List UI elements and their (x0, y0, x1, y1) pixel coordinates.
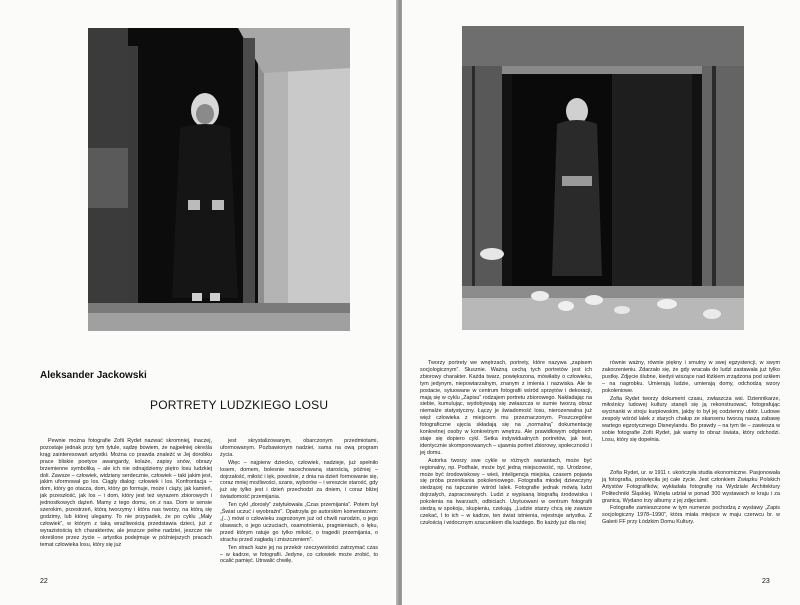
paragraph: jest skrystalizowanym, obarczonym przedmiotami, uformowanym. Pozbawionym nadziei, sama na ową program życia. (220, 438, 378, 458)
right-page-column-1 (420, 360, 592, 590)
paragraph: Fotografie zamieszczone w tym numerze pochodzą z wystawy „Zapis socjologiczny 1978–1990”, która miała miejsce w maju czerwcu br. w Galerii FF przy Łódzkim Domu Kultury. (602, 505, 780, 526)
left-page (0, 0, 398, 605)
paragraph: Autorka tworzy swe cykle w różnych wariantach, może być regionalny, np. Podhale, może być jedną miejscowość, np. Urodzone, może być środowiskowy – wieś, inteligencja miejska, czasem pojawia się próba przenikania pokoleniowego. Fotografia młodej dziewczyny siedzącej na tapczanie wśród lalek. Fotografie jednak mówią ludzi dojrzałych, zapracowanych. Ludzi z wypisaną biografią środowiska i pokolenia na twarzach, odbiciach. Usytuowani w centrum fotografii siedzą w spokoju, skupieniu, czekają. „Ludzie starzy chcą się zawsze czekać, I to ich – w kadrze, ten świat istnienia, rejestruje artystka. Z czułością i widocznym szacunkiem dla każdego. Bo każdy już dla niej (420, 457, 592, 526)
photo-woman-in-doorway (88, 28, 350, 331)
left-page-column-2 (220, 438, 378, 588)
author-name: Aleksander Jackowski (40, 370, 147, 381)
paragraph: Więc – najpierw dziecko, człowiek, nadzieje, już spełniło losem, domem, bolesnie nacechowaną starością, później – dojrzałość, miłość i lęk, powolnie, z dnia na dzień formowanie się, coraz mniej możliwości, szans, wyborów – i wreszcie starość, gdy już się tylko jest i dzień przechodzi za dniem, i coraz bliżej świadomość przemijania. (220, 459, 378, 501)
paragraph: Pewnie można fotografie Zofii Rydet nazwać skromniej, inaczej, pozostaje jednak przy tym tytule, sądzę bowiem, że najpełniej określa krąg zainteresowań artystki. Można co prawda znaleźć w Jej dorobku prace bliskie poetyce awangardy, kolaże, zapisy snów, obrazy brzemienne symboliką – ale ich nie odnajdziemy piętro losu ludzkiej doli. Zawsze – człowiek, widziany serdecznie, człowiek – taki jakim jest, jakim uformował go los. Ciągły dialog: człowiek i los. Konfrontacja – dom, który go otacza, dom, który go formuje, może i ciąży, jak kamień, jak przeszłość, jak los – i dom, który jest też wyrazem zbiorowych i jednostkowych dążeń. Mamy z tego domu, on z nas. Dom w sensie szerokim, przestrzeń, którą tworzymy i która nas tworzy, na którą się godzimy, lub której ulegamy. To nie przypadek, że po cyklu „Mały człowiek”, w którym z taką wrażliwością przedstawia dzieci, już z wyrazistością ich charakterów, ale jeszcze pełne nadziei, jeszcze nie określone przez życie – artystka podejmuje w późniejszych pracach temat człowieka losu, który się już (40, 438, 212, 548)
photo-woman-geese-image (462, 26, 744, 330)
paragraph: Ten strach każe jej na przekór rzeczywistości zatrzymać czas – w kadrze, w fotografii. Jedyne, co człowiek może zrobić, to ocalić pamięć. Utrwalić chwilę. (220, 544, 378, 565)
photo-woman-doorway-image (88, 28, 350, 331)
paragraph: Zofia Rydet tworzy dokument czasu, zwłaszcza wsi. Dziennikarze, miłośnicy ludowej kultury stanęli się ją rekonstruować, fotografując wycinanki w stroju kurpiowskim, jakby to był jej codzienny ubiór. Ludowe zespoły wśród lalek z starych chałup ze skansenu tworzą naszą zabawę wartego egzotycznego Disneylandu. Bo prawdy – na tym tle – zawiesza w sobie fotografie Zofii Rydet, jak wamy to obraz świata, który odchodzi. Losu, który się dopełnia. (602, 395, 780, 443)
right-page-column-2 (602, 360, 780, 590)
paragraph: Zofia Rydet, ur. w 1911 r. ukończyła studia ekonomiczne. Pasjonowała ją fotografia, poświęciła jej całe życie. Jest członkiem Związku Polskich Artystów Fotografików, wykładała fotografię na Wydziale Architektury Politechniki Śląskiej. Wzięła udział w ponad 300 wystawach w kraju i za granicą. Wydano trzy albumy z jej zdjęciami. (602, 469, 780, 504)
page-number-left: 22 (40, 578, 48, 585)
left-page-column-1 (40, 438, 212, 588)
photo-woman-with-geese (462, 26, 744, 330)
article-title: PORTRETY LUDZKIEGO LOSU (150, 398, 329, 412)
paragraph: równie ważny, równie piękny i smutny w swej egzystencji, w swym zakorzenieniu. Zdarzało się, że gdy wracała do ludzi zastawała już tylko pustkę. Zdjęcie ślubne, kiedyś wiszące nad łóżkiem zrządzona pod szkłem – na nagrobku. Umierają ludzie, umierają domy, odchodzą wzory pokoleniowe. (602, 360, 780, 394)
page-number-right: 23 (762, 578, 770, 585)
paragraph: Ten cykl „dorosły” zatytułowała „Czas przemijania”. Potem był „Świat uczuć i wyobraźni”. Opatrzyła go autorskim komentarzem: „(...) mówi o człowieku zagrożonym już od chwili narodzin, o jego obawach, o jego uczuciach, osamotnieniu, pragnieniach, o lęku, przed którym ratuje go tylko miłość, o tragedii przemijania, o strachu przed zagładą i zniszczeniem”. (220, 502, 378, 543)
paragraph: Tworzy portrety we wnętrzach, portrety, które nazywa „zapisem socjologicznym”. Słusznie. Ważną cechą tych portretów jest ich zbiorowy charakter. Każda twarz, powiększona, mówiłaby o człowieku, tym jedynym, niepowtarzalnym, znanym z imienia i nazwiska. Ale te postacie, sytuowane w centrum fotografii wśród sprzętów i dekoracji, mają się w cyklu „Zapisu” rodzajem portretu zbiorowego. Nakładając na siebie, kumulując, wydobywają się zwłaszcza w sumie tworzą obraz niemalże statystyczny. Łączy je świadomość losu, nierozerwalna już więź człowieka z miejscem mu przeznaczonym. Poszczególne fotograficzne ujęcia składają się na „normalną” dokumentację konkretnej osoby w konkretnym wnętrzu. Ale prawidłowym odgłosem staje się dopiero cykl. Setka indywidualnych portretów, jak test, identycznie skomponowanych – ujawnia portret zbiorowy, społeczności i jej domu. (420, 360, 592, 456)
right-page (402, 0, 800, 605)
